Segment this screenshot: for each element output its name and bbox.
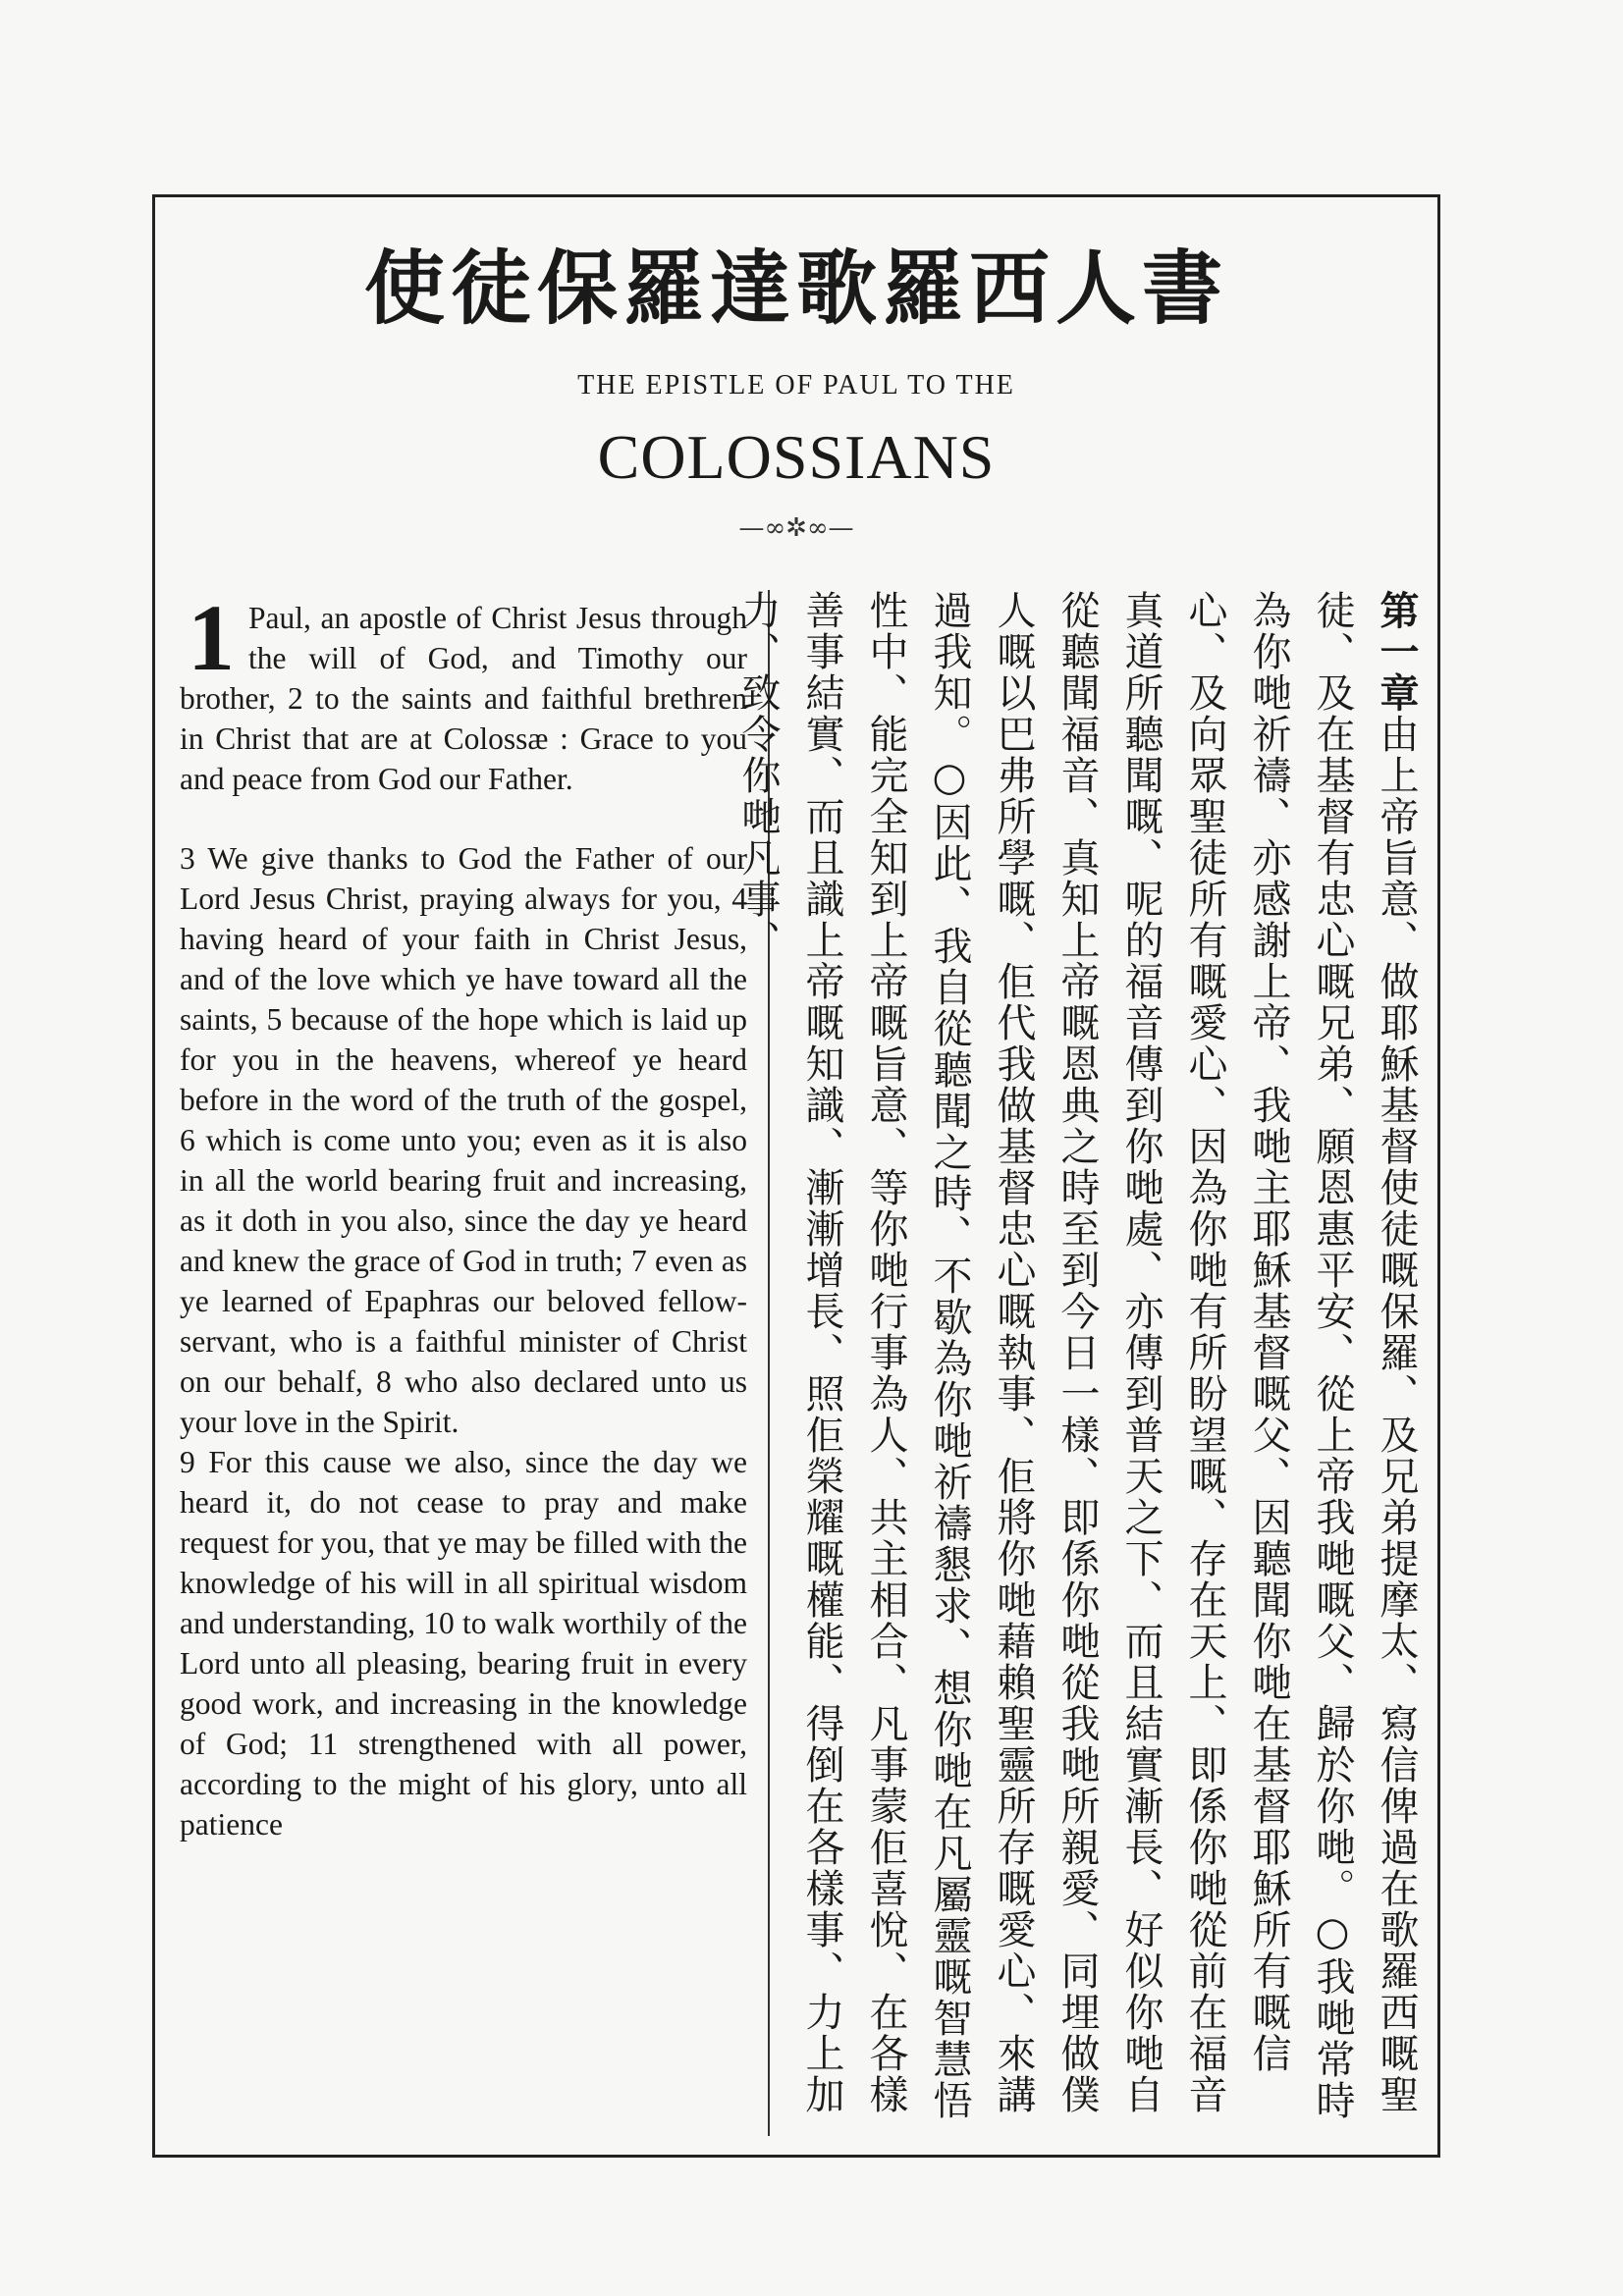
ornament-divider: —∞✲∞— [738,513,854,543]
english-subtitle: THE EPISTLE OF PAUL TO THE [577,370,1015,400]
paragraph-1-text: Paul, an apostle of Christ Jesus through the will of God, and Timothy our brother, 2 to the saints and faithful brethren in Christ that are at Colossæ : Grace to you and peace from God our Father. [180,601,747,796]
chapter-dropcap: 1 [188,585,235,690]
chinese-title: 使徒保羅達歌羅西人書 [363,241,1228,336]
paragraph-2: 3 We give thanks to God the Father of our Lord Jesus Christ, praying always for you, 4 having heard of your faith in Christ Jesus, and of the love which ye have toward all the saints, 5 because of the hope which is laid up for you in the heavens, whereof ye heard before in the word of the truth of the gospel, 6 which is come unto you; even as it is also in all the world bearing fruit and increasing, as it doth in you also, since the day ye heard and knew the grace of God in truth; 7 even as ye learned of Epaphras our beloved fellow-servant, who is a faithful minister of Christ on our behalf, 8 who also declared unto us your love in the Spirit. [180,841,747,1439]
paragraph-3: 9 For this cause we also, since the day we heard it, do not cease to pray and make request for you, that ye may be filled with the knowledge of his will in all spiritual wisdom and understanding, 10 to walk worthily of the Lord unto all pleasing, bearing fruit in every good work, and increasing in the knowledge of God; 11 strengthened with all power, according to the might of his glory, unto all patience [180,1445,747,1842]
paragraph-1 [180,585,747,799]
english-title: COLOSSIANS [597,422,996,492]
page-frame [152,194,1440,2158]
english-text-column [180,585,747,1844]
chinese-chapter-heading: 第一章 [1374,590,1419,714]
chinese-body-text: 由上帝旨意、做耶穌基督使徒嘅保羅、及兄弟提摩太、寫信俾過在歌羅西嘅聖徒、及在基督有忠心嘅兄弟、願恩惠平安、從上帝我哋嘅父、歸於你哋。○我哋常時為你哋祈禱、亦感謝上帝、我哋主耶穌基督嘅父、因聽聞你哋在基督耶穌所有嘅信心、及向眾聖徒所有嘅愛心、因為你哋有所盼望嘅、存在天上、即係你哋從前在福音真道所聽聞嘅、呢的福音傳到你哋處、亦傳到普天之下、而且結實漸長、好似你哋自從聽聞福音、真知上帝嘅恩典之時至到今日一樣、即係你哋從我哋所親愛、同埋做僕人嘅以巴弗所學嘅、佢代我做基督忠心嘅執事、佢將你哋藉賴聖靈所存嘅愛心、來講過我知。○因此、我自從聽聞之時、不歇為你哋祈禱懇求、想你哋在凡屬靈嘅智慧悟性中、能完全知到上帝嘅旨意、等你哋行事為人、共主相合、凡事蒙佢喜悅、在各樣善事結實、而且識上帝嘅知識、漸漸增長、照佢榮耀嘅權能、得倒在各樣事、力上加力、致令你哋凡事、 [735,590,1419,2121]
chinese-text-column [735,590,1428,2141]
